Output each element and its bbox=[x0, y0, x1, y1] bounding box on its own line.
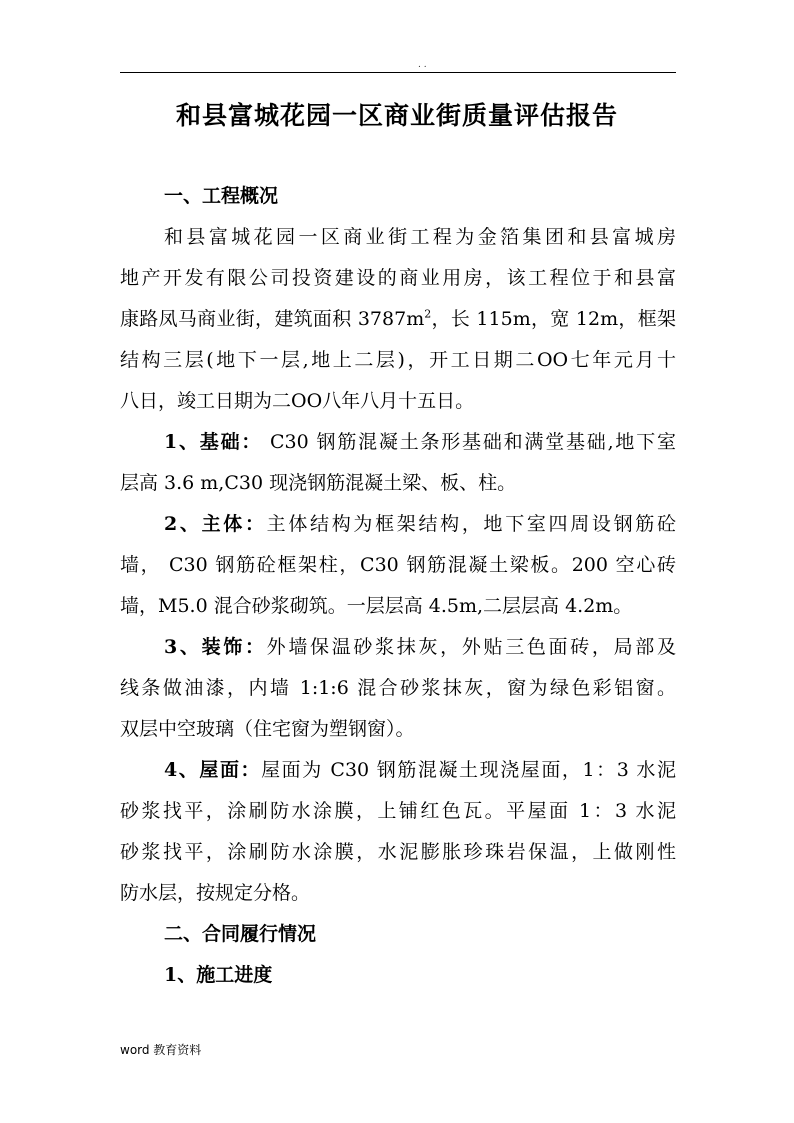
structure-paragraph bbox=[120, 504, 676, 545]
structure-label: 2、主体： bbox=[164, 513, 267, 535]
decoration-line: 双层中空玻璃（住宅窗为塑钢窗）。 bbox=[120, 718, 415, 740]
area-unit-superscript: 2 bbox=[424, 307, 432, 321]
overview-line bbox=[120, 299, 676, 340]
overview-line: 和县富城花园一区商业街工程为金箔集团和县富城房 bbox=[164, 226, 676, 248]
overview-line: 八日，竣工日期为二OO八年八月十五日。 bbox=[120, 390, 475, 412]
structure-text: 主体结构为框架结构，地下室四周设钢筋砼 bbox=[266, 513, 676, 535]
roof-line: 砂浆找平，涂刷防水涂膜，上铺红色瓦。平屋面 1：3 水泥 bbox=[120, 800, 676, 822]
section-heading-overview: 一、工程概况 bbox=[164, 185, 279, 207]
document-title: 和县富城花园一区商业街质量评估报告 bbox=[175, 101, 618, 130]
decoration-label: 3、装饰： bbox=[164, 636, 267, 658]
document-body bbox=[120, 176, 676, 996]
subsection-heading-progress: 1、施工进度 bbox=[164, 964, 273, 986]
section-heading-contract: 二、合同履行情况 bbox=[164, 923, 317, 945]
roof-line: 砂浆找平，涂刷防水涂膜，水泥膨胀珍珠岩保温，上做刚性 bbox=[120, 841, 676, 863]
foundation-line: 层高 3.6 m,C30 现浇钢筋混凝土梁、板、柱。 bbox=[120, 472, 517, 494]
overview-line: 结构三层(地下一层,地上二层)，开工日期二OO七年元月十 bbox=[120, 349, 676, 371]
roof-label: 4、屋面： bbox=[164, 759, 262, 781]
foundation-paragraph bbox=[120, 422, 676, 463]
roof-text: 屋面为 C30 钢筋混凝土现浇屋面，1：3 水泥 bbox=[261, 759, 676, 781]
structure-line: 墙，M5.0 混合砂浆砌筑。一层层高 4.5m,二层层高 4.2m。 bbox=[120, 595, 633, 617]
roof-line: 防水层，按规定分格。 bbox=[120, 882, 311, 904]
roof-paragraph bbox=[120, 750, 676, 791]
overview-text: 康路凤马商业街，建筑面积 3787m bbox=[120, 308, 425, 330]
foundation-label: 1、基础： bbox=[164, 431, 263, 453]
header-dots: . . bbox=[418, 60, 427, 70]
header-rule bbox=[120, 72, 676, 73]
decoration-line: 线条做油漆，内墙 1:1:6 混合砂浆抹灰，窗为绿色彩铝窗。 bbox=[120, 677, 676, 699]
decoration-text: 外墙保温砂浆抹灰，外贴三色面砖，局部及 bbox=[266, 636, 676, 658]
page-footer: word 教育资料 bbox=[120, 1043, 202, 1057]
overview-line: 地产开发有限公司投资建设的商业用房，该工程位于和县富 bbox=[120, 267, 676, 289]
structure-line: 墙， C30 钢筋砼框架柱，C30 钢筋混凝土梁板。200 空心砖 bbox=[120, 554, 676, 576]
decoration-paragraph bbox=[120, 627, 676, 668]
overview-text: ，长 115m，宽 12m，框架 bbox=[431, 308, 676, 330]
foundation-text: C30 钢筋混凝土条形基础和满堂基础,地下室 bbox=[262, 431, 676, 453]
